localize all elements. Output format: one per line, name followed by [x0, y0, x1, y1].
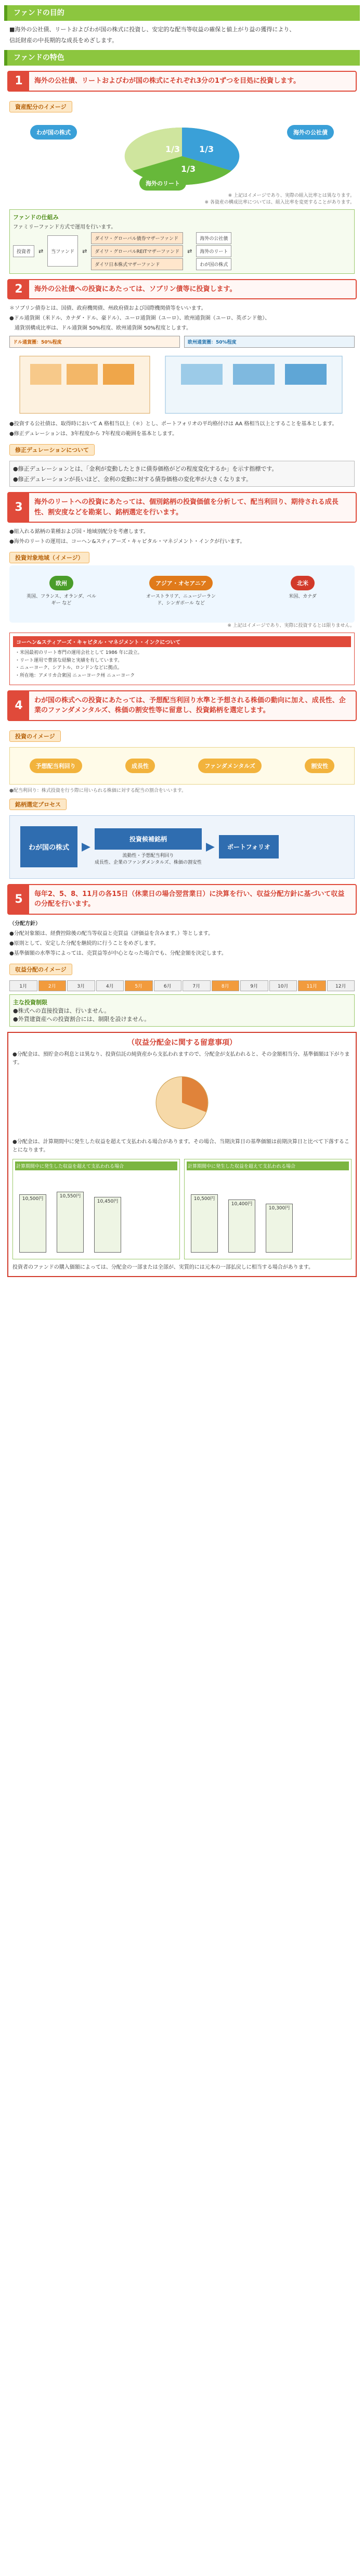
structure-mothers	[91, 232, 183, 270]
invest-diagram	[9, 747, 355, 785]
point-2-extra-2: ●修正デュレーションは、3年程度から 7年程度の範囲を基本とします。	[9, 431, 178, 437]
currency-diagram	[9, 351, 355, 419]
point-3-text: 海外のリートへの投資にあたっては、個別銘柄の投資価値を分析して、配当利回り、期待される成長性、割安度などを勘案し、銘柄選定を行います。	[34, 498, 339, 516]
notice-chart-a-title: 計算期間中に発生した収益を超えて支払われる場合	[15, 1161, 177, 1170]
process-c: ポートフォリオ	[219, 835, 279, 858]
alloc-label-bond: 海外の公社債	[287, 125, 334, 140]
structure-target-1: 海外の公社債	[196, 232, 231, 244]
months-label: 収益分配のイメージ	[9, 964, 72, 975]
point-2-body	[0, 305, 364, 333]
point-2-extra	[0, 420, 364, 438]
point-2-body-3: 通貨別構成比率は、ドル通貨圏 50%程度、欧州通貨圏 50%程度とします。	[9, 325, 192, 332]
region-europe-sub: 英国、フランス、オランダ、ベルギー など	[26, 594, 97, 607]
process-a: わが国の株式	[20, 826, 77, 867]
regions-label	[9, 552, 89, 563]
structure-label: ファンドの仕組み	[13, 213, 59, 221]
month-cell: 5月	[125, 980, 153, 991]
alloc-note-2: ※ 各資産の構成比率については、組入比率を変更することがあります。	[204, 199, 355, 205]
dist-policy	[0, 920, 364, 958]
point-1-number: 1	[8, 72, 29, 91]
regions-note: （イメージ）	[49, 554, 84, 562]
alloc-third-2: 1/3	[199, 144, 214, 154]
currency-euro: 欧州通貨圏：50%程度	[184, 336, 355, 348]
structure-flow: 投資者 ⇄ 当ファンド ⇄ ダイワ・グローバル債券マザーファンド ダイワ・グローバルREITマザーファンド ダイワ日本株式マザーファンド ⇄ 海外の公社債 海外のリート わが国の株式	[13, 232, 351, 270]
currency-dollar: ドル通貨圏：50%程度	[9, 336, 180, 348]
notice-chart-a-bars	[15, 1170, 177, 1257]
region-asia-name: アジア・オセアニア	[149, 576, 213, 590]
regions-map	[9, 565, 355, 623]
dist-label: （分配方針）	[9, 920, 41, 927]
notice-line-1: ●分配金は、預貯金の利息とは異なり、投資信託の純資産から支払われますので、分配金が支払われると、その金額相当分、基準価額は下がります。	[12, 1051, 350, 1066]
structure-investor: 投資者	[13, 245, 34, 257]
point-4-text: わが国の株式への投資にあたっては、予想配当利回り水準と予想される株価の動向に加え、成長性、企業のファンダメンタルズ、株価の割安性等に留意し、投資銘柄を選定します。	[34, 696, 346, 715]
month-cell: 3月	[67, 980, 95, 991]
point-2	[7, 279, 357, 300]
dist-line-2: ●原則として、安定した分配を継続的に行うことをめざします。	[9, 940, 159, 946]
cohen-line-4: ・所在地：アメリカ合衆国 ニューヨーク州 ニューヨーク	[15, 673, 135, 678]
process-diagram: わが国の株式 ▶ 投資候補銘柄 流動性・予想配当利回り 成長性、企業のファンダメンタルズ、株価の割安性 ▶ ポートフォリオ	[9, 815, 355, 879]
duration-box	[9, 461, 355, 487]
purpose-text	[0, 25, 364, 45]
dist-line-3: ●基準価額の水準等によっては、売買益等が中心となった場合でも、分配金額を決定します。	[9, 950, 227, 956]
month-cell: 11月	[298, 980, 326, 991]
alloc-third-1: 1/3	[165, 144, 180, 154]
region-na	[266, 576, 339, 599]
region-na-sub: 米国、カナダ	[289, 594, 317, 600]
point-5-text: 毎年2、5、8、11月の各15日（休業日の場合翌営業日）に決算を行い、収益分配方針に基づいて収益の分配を行います。	[34, 890, 345, 908]
point-3-body	[0, 528, 364, 546]
currency-chart	[9, 351, 355, 419]
month-cell: 4月	[96, 980, 124, 991]
structure-mother-1: ダイワ・グローバル債券マザーファンド	[91, 232, 183, 244]
structure-target-3: わが国の株式	[196, 258, 231, 270]
notice-pie	[12, 1071, 352, 1134]
purpose-line-2: 信託財産の中長期的な成長をめざします。	[9, 36, 118, 44]
alloc-notes	[0, 193, 364, 206]
structure-mother-2: ダイワ・グローバルREITマザーファンド	[91, 245, 183, 257]
duration-label: 修正デュレーションについて	[9, 444, 95, 456]
point-1-text: 海外の公社債、リートおよびわが国の株式にそれぞれ3分の1ずつを目処に投資します。	[34, 77, 301, 85]
structure-fund: 当ファンド	[47, 235, 78, 267]
point-4	[7, 690, 357, 721]
region-asia	[145, 576, 217, 606]
currency-boxes	[9, 336, 355, 348]
alloc-label: 資産配分のイメージ	[9, 101, 72, 112]
invest-d: 割安性	[305, 759, 334, 773]
alloc-note-1: ※ 上記はイメージであり、実際の組入比率とは異なります。	[228, 193, 355, 198]
cohen-lines	[13, 647, 351, 681]
notice-chart-b-title: 計算期間中に発生した収益を超えて支払われる場合	[187, 1161, 349, 1170]
point-2-extra-1: ●投資する公社債は、取得時において A 格相当以上（＊）とし、ポートフォリオの平均格付けは AA 格相当以上とすることを基本とします。	[9, 421, 337, 427]
structure-box	[9, 209, 355, 274]
region-europe	[25, 576, 98, 606]
structure-mother-3: ダイワ日本株式マザーファンド	[91, 258, 183, 270]
point-2-text: 海外の公社債への投資にあたっては、ソブリン債等に投資します。	[34, 285, 237, 293]
point-4-number: 4	[8, 691, 29, 720]
month-cell: 12月	[327, 980, 355, 991]
notice-box	[7, 1032, 357, 1277]
region-na-name: 北米	[291, 576, 315, 590]
notice-chart-a	[12, 1159, 180, 1259]
limits-box	[9, 994, 355, 1027]
region-asia-sub: オーストラリア、ニュージーランド、シンガポール など	[146, 594, 216, 607]
point-4-note: ●配当利回り：株式投資を行う際に用いられる株価に対する配当の割合をいいます。	[9, 788, 187, 793]
months-row	[9, 980, 355, 991]
point-2-body-2: ●ドル通貨圏（米ドル、カナダ・ドル、豪ドル）、ユーロ通貨圏（ユーロ）、欧州通貨圏（ユーロ、英ポンド他）、	[9, 315, 270, 322]
point-1	[7, 71, 357, 92]
duration-line-1: ●修正デュレーションとは、「金利が変動したときに債券価格がどの程度変化するか」を示す指標です。	[13, 465, 278, 473]
alloc-label-reit: 海外のリート	[139, 176, 186, 191]
bar-a-1: 10,500円	[19, 1194, 46, 1253]
month-cell: 1月	[9, 980, 37, 991]
month-cell: 2月	[38, 980, 67, 991]
notice-pie-svg	[114, 1071, 250, 1134]
structure-targets	[196, 232, 231, 270]
regions-caption: ※ 上記はイメージであり、実際に投資するとは限りません。	[227, 623, 355, 629]
point-2-body-1: ＊ソブリン債券とは、国債、政府機関債、州政府債および国際機関債等をいいます。	[9, 306, 206, 312]
limits-line-1: ●株式への直接投資は、行いません。	[13, 1007, 110, 1014]
cohen-line-3: ・ニューヨーク、シアトル、ロンドンなどに拠点。	[15, 665, 122, 671]
notice-charts	[12, 1159, 352, 1259]
duration-line-2: ●修正デュレーションが長いほど、金利の変動に対する債券価格の変化率が大きくなります。	[13, 476, 252, 483]
month-cell: 9月	[240, 980, 268, 991]
point-3-body-1: ●組入れる銘柄の業種および国・地域別配分を考慮します。	[9, 529, 149, 535]
notice-chart-b-note: 投資者のファンドの購入価額によっては、分配金の一部または全部が、実質的には元本の一部払戻しに相当する場合があります。	[12, 1264, 314, 1270]
cohen-box	[9, 633, 355, 685]
process-mid	[95, 828, 202, 865]
notice-title: （収益分配金に関する留意事項）	[127, 1038, 237, 1047]
process-label: 銘柄選定プロセス	[9, 799, 67, 810]
point-3-body-2: ●海外のリートの運用は、コーヘン&スティアーズ・キャピタル・マネジメント・インクが行います。	[9, 539, 245, 545]
alloc-label-equity: わが国の株式	[30, 125, 77, 140]
bar-b-3: 10,300円	[266, 1204, 293, 1253]
limits-title: 主な投資制限	[13, 999, 47, 1006]
notice-chart-b-bars	[187, 1170, 349, 1257]
point-3-number: 3	[8, 493, 29, 522]
limits-line-2: ●外貨建資産への投資割合には、制限を設けません。	[13, 1015, 150, 1022]
structure-target-2: 海外のリート	[196, 245, 231, 257]
alloc-third-3: 1/3	[181, 163, 196, 174]
cohen-line-2: ・リート運用で豊富な経験と実績を有しています。	[15, 658, 123, 663]
purpose-line-1: ■海外の公社債、リートおよびわが国の株式に投資し、安定的な配当等収益の確保と値上がり益の獲得により、	[9, 26, 295, 33]
features-title: ファンドの特色	[4, 50, 360, 66]
cohen-line-1: ・米国最初のリート専門の運用会社として 1986 年に設立。	[15, 650, 142, 656]
month-cell: 6月	[154, 980, 182, 991]
notice-chart-b	[184, 1159, 352, 1259]
notice-line-2: ●分配金は、計算期間中に発生した収益を超えて支払われる場合があります。その場合、当期決算日の基準価額は前期決算日と比べて下落することになります。	[12, 1139, 349, 1153]
invest-label: 投資のイメージ	[9, 730, 61, 742]
invest-c: ファンダメンタルズ	[198, 759, 262, 773]
month-cell: 7月	[183, 980, 211, 991]
point-2-number: 2	[8, 280, 29, 299]
invest-b: 成長性	[125, 759, 155, 773]
point-5-number: 5	[8, 885, 29, 914]
region-europe-name: 欧州	[49, 576, 73, 590]
invest-a: 予想配当利回り	[30, 759, 82, 773]
point-3	[7, 492, 357, 523]
cohen-title: コーヘン&スティアーズ・キャピタル・マネジメント・インクについて	[13, 636, 351, 647]
point-5	[7, 884, 357, 915]
regions-label-text: 投資対象地域	[15, 554, 49, 562]
process-b: 投資候補銘柄	[95, 828, 202, 850]
month-cell: 10月	[269, 980, 297, 991]
purpose-title: ファンドの目的	[4, 5, 360, 21]
process-crit-2: 成長性、企業のファンダメンタルズ、株価の割安性	[94, 860, 202, 866]
bar-b-1: 10,500円	[191, 1194, 218, 1253]
process-crit-1: 流動性・予想配当利回り	[122, 853, 174, 859]
bar-b-2: 10,400円	[228, 1199, 255, 1253]
alloc-diagram	[9, 115, 355, 193]
dist-line-1: ●分配対象額は、経費控除後の配当等収益と売買益（評価益を含みます。）等とします。	[9, 930, 214, 937]
bar-a-2: 10,550円	[57, 1192, 84, 1253]
structure-sub: ファミリーファンド方式で運用を行います。	[13, 224, 116, 230]
month-cell: 8月	[212, 980, 240, 991]
bar-a-3: 10,450円	[94, 1197, 121, 1253]
